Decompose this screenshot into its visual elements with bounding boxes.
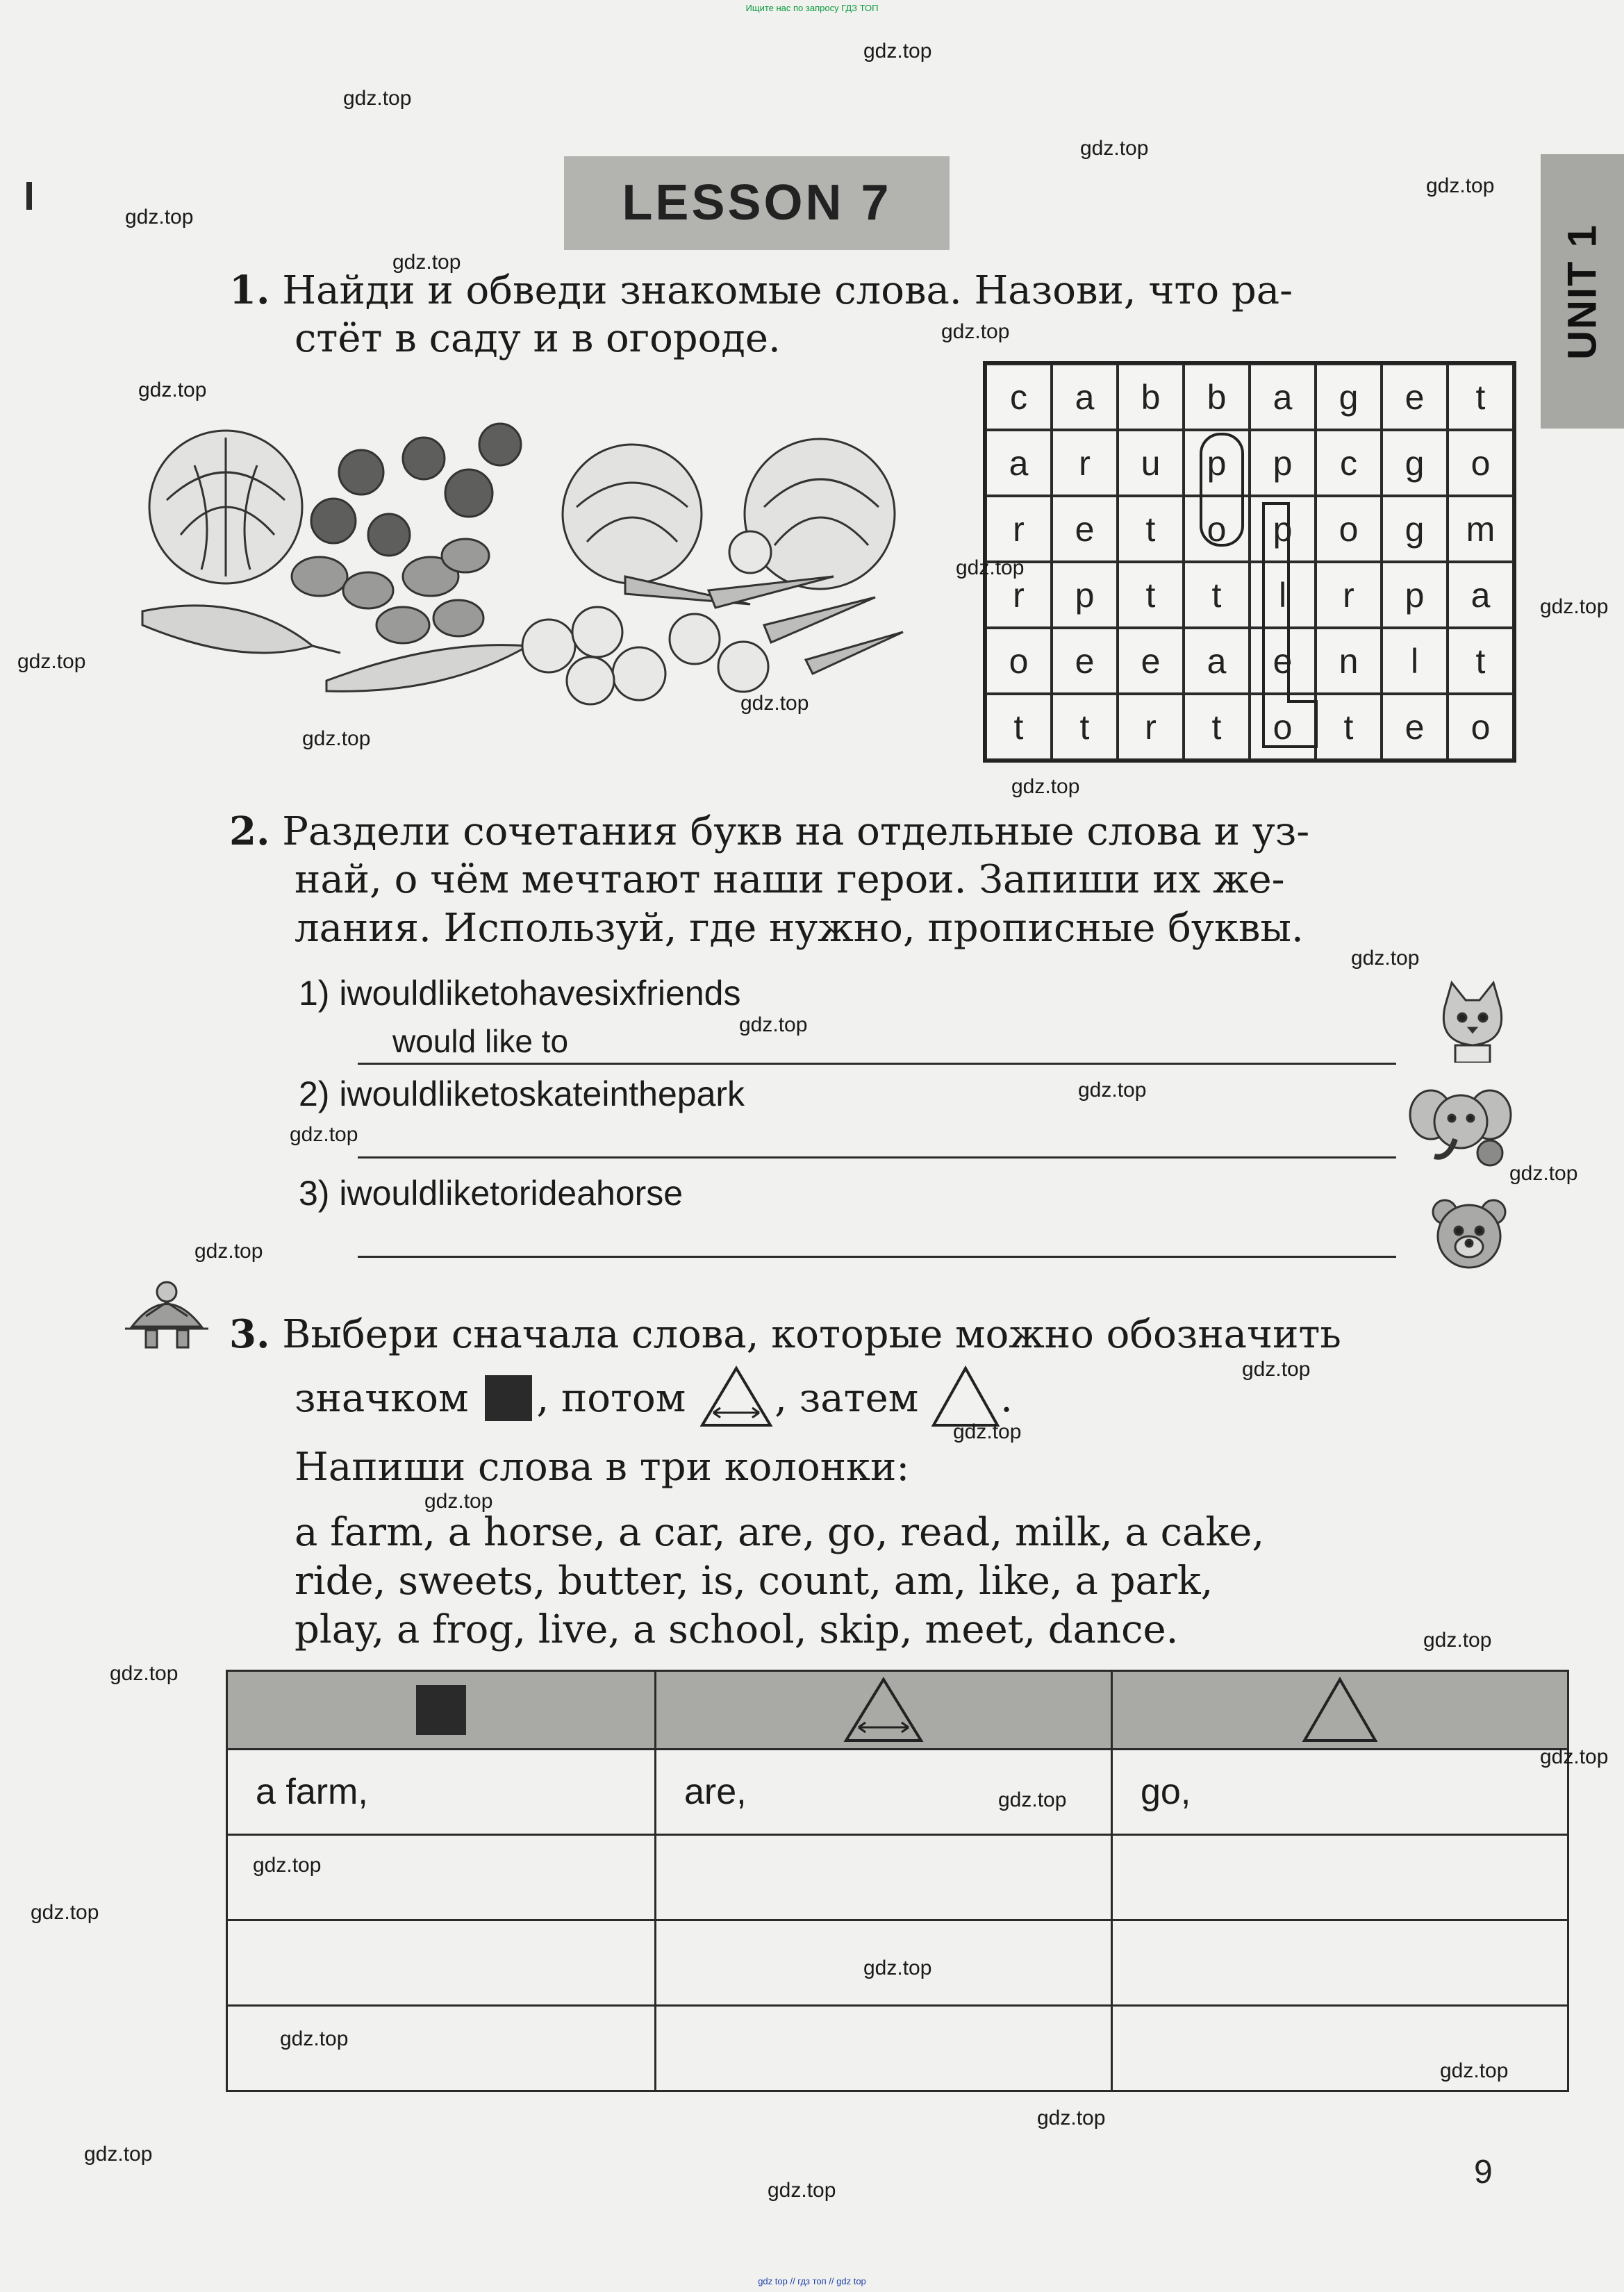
grid-cell[interactable]: o (1448, 694, 1514, 760)
grid-cell[interactable]: o (1316, 496, 1382, 562)
task3-instruction-2b: , потом (536, 1376, 686, 1421)
item-letters: iwouldliketorideahorse (339, 1174, 683, 1213)
grid-cell[interactable]: p (1382, 562, 1448, 628)
watermark-text: gdz.top (863, 40, 932, 63)
watermark-text: gdz.top (290, 1123, 358, 1146)
task1-number: 1. (229, 267, 270, 313)
triangle-icon (1302, 1675, 1378, 1745)
square-icon (413, 1682, 469, 1738)
triangle-arrow-icon (698, 1365, 774, 1428)
grid-cell[interactable]: e (1052, 496, 1118, 562)
watermark-text: gdz.top (125, 206, 194, 229)
grid-cell[interactable]: t (1184, 694, 1250, 760)
watermark-text: gdz.top (194, 1240, 263, 1263)
grid-cell[interactable]: p (1250, 430, 1316, 496)
task3-words-2: ride, sweets, butter, is, count, am, like, a park, (295, 1559, 1213, 1604)
grid-cell[interactable]: t (1118, 562, 1184, 628)
cabbage-icon (149, 431, 302, 583)
item-letters: iwouldliketoskateinthepark (339, 1074, 745, 1113)
answer-line (358, 1063, 1396, 1065)
table-cell[interactable]: go, (1112, 1750, 1568, 1835)
lesson-title: LESSON 7 (622, 175, 892, 231)
grid-cell[interactable]: r (1316, 562, 1382, 628)
grid-cell[interactable]: t (1448, 628, 1514, 694)
task2-instruction-3: лания. Используй, где нужно, прописные буквы. (295, 906, 1304, 951)
grid-cell[interactable]: b (1118, 364, 1184, 430)
item-label: 2) (299, 1074, 330, 1113)
task3-number: 3. (229, 1311, 270, 1357)
square-icon (481, 1372, 536, 1421)
grid-cell[interactable]: r (986, 562, 1052, 628)
bear-character-icon (1427, 1195, 1511, 1278)
watermark-text: gdz.top (1509, 1162, 1578, 1185)
table-header-row (227, 1671, 1568, 1750)
watermark-text: gdz.top (998, 1788, 1067, 1811)
watermark-text: gdz.top (1440, 2059, 1509, 2082)
answer-line (358, 1256, 1396, 1258)
watermark-text: gdz.top (768, 2179, 836, 2202)
column-header-triangle (1112, 1671, 1568, 1750)
grid-cell[interactable]: r (1118, 694, 1184, 760)
table-cell[interactable] (227, 1835, 656, 1920)
task3-instruction-2d: . (1000, 1376, 1013, 1421)
grid-cell[interactable]: c (1316, 430, 1382, 496)
watermark-text: gdz.top (956, 556, 1025, 579)
watermark-text: gdz.top (392, 251, 461, 274)
word-sort-table (226, 1670, 1569, 2092)
grid-cell[interactable]: o (1250, 694, 1316, 760)
watermark-text: gdz.top (1080, 137, 1149, 160)
watermark-text: gdz.top (1011, 775, 1080, 798)
watermark-text: gdz.top (1037, 2107, 1106, 2129)
task1-line1 (229, 266, 1293, 315)
circled-words-overlay (983, 361, 1518, 771)
task3-instruction-1: Выбери сначала слова, которые можно обозначить (282, 1312, 1341, 1357)
task3-line2 (295, 1365, 1013, 1428)
watermark-text: gdz.top (1351, 947, 1420, 970)
table-row (227, 1835, 1568, 1920)
watermark-text: gdz.top (1078, 1079, 1147, 1102)
grid-cell[interactable]: o (1184, 496, 1250, 562)
answer-line (358, 1156, 1396, 1159)
watermark-text: gdz.top (343, 87, 412, 110)
grid-cell[interactable]: t (1052, 694, 1118, 760)
grid-cell[interactable]: t (1316, 694, 1382, 760)
task3-instruction-2c: , затем (774, 1376, 919, 1421)
grid-cell[interactable]: a (1250, 364, 1316, 430)
bottom-note: gdz top // гдз топ // gdz top (758, 2276, 866, 2286)
task2-item-3 (299, 1172, 683, 1214)
task2-line1 (229, 807, 1309, 856)
watermark-text: gdz.top (253, 1854, 322, 1877)
table-cell[interactable]: are, (656, 1750, 1112, 1835)
circled-word-mark (1201, 434, 1243, 545)
item-label: 3) (299, 1174, 330, 1213)
lesson-banner (564, 156, 950, 250)
watermark-text: gdz.top (17, 650, 86, 673)
watermark-text: gdz.top (84, 2143, 153, 2166)
column-header-triangle-arrow (656, 1671, 1112, 1750)
task2-answer-1[interactable]: would like to (392, 1023, 569, 1059)
grid-cell[interactable]: a (986, 430, 1052, 496)
table-row (227, 1750, 1568, 1835)
grid-cell[interactable]: p (1250, 496, 1316, 562)
grid-cell[interactable]: b (1184, 364, 1250, 430)
grid-cell[interactable]: a (1052, 364, 1118, 430)
task3-words-1: a farm, a horse, a car, are, go, read, milk, a cake, (295, 1510, 1265, 1555)
grid-cell[interactable]: l (1382, 628, 1448, 694)
task1-instruction-1: Найди и обведи знакомые слова. Назови, что ра- (282, 268, 1293, 313)
tomato-icon (311, 424, 521, 556)
grid-cell[interactable]: o (1448, 430, 1514, 496)
page-number: 9 (1474, 2154, 1493, 2191)
grid-cell[interactable]: e (1118, 628, 1184, 694)
watermark-text: gdz.top (739, 1013, 808, 1036)
watermark-text: gdz.top (740, 692, 809, 715)
grid-cell[interactable]: t (1448, 364, 1514, 430)
circled-word-mark (1263, 504, 1316, 747)
grid-cell[interactable]: p (1052, 562, 1118, 628)
watermark-text: gdz.top (110, 1662, 179, 1685)
table-cell[interactable] (227, 1920, 656, 2006)
grid-cell[interactable]: u (1118, 430, 1184, 496)
task3-words-3: play, a frog, live, a school, skip, meet, dance. (295, 1607, 1179, 1652)
watermark-text: gdz.top (1242, 1358, 1311, 1381)
grid-cell[interactable]: e (1052, 628, 1118, 694)
table-cell[interactable] (656, 1835, 1112, 1920)
unit-tab (1541, 154, 1624, 429)
watermark-text: gdz.top (1540, 1745, 1609, 1768)
grid-cell[interactable]: r (986, 496, 1052, 562)
watermark-text: gdz.top (424, 1490, 493, 1513)
triangle-arrow-icon (842, 1675, 925, 1745)
task3-instruction-3: Напиши слова в три колонки: (295, 1445, 910, 1490)
grid-cell[interactable]: a (1448, 562, 1514, 628)
cat-character-icon (1431, 979, 1514, 1063)
grid-cell[interactable]: p (1184, 430, 1250, 496)
task2-instruction-1: Раздели сочетания букв на отдельные слова и уз- (282, 809, 1310, 854)
grid-cell[interactable]: o (986, 628, 1052, 694)
elephant-character-icon (1407, 1083, 1518, 1174)
turtle-icon (118, 1274, 215, 1365)
column-header-square (227, 1671, 656, 1750)
table-cell[interactable] (1112, 1920, 1568, 2006)
table-cell[interactable] (656, 2006, 1112, 2091)
grid-cell[interactable]: l (1250, 562, 1316, 628)
top-note: Ищите нас по запросу ГДЗ ТОП (745, 3, 879, 13)
grid-cell[interactable]: t (1118, 496, 1184, 562)
grid-cell[interactable]: c (986, 364, 1052, 430)
grid-cell[interactable]: r (1052, 430, 1118, 496)
task2-item-1 (299, 972, 740, 1014)
task2-instruction-2: най, о чём мечтают наши герои. Запиши их же- (295, 857, 1285, 902)
cabbage-icon (563, 439, 895, 589)
grid-cell[interactable]: g (1382, 430, 1448, 496)
table-cell[interactable]: a farm, (227, 1750, 656, 1835)
grid-cell[interactable]: e (1382, 694, 1448, 760)
grid-cell[interactable]: m (1448, 496, 1514, 562)
table-cell[interactable] (1112, 1835, 1568, 1920)
grid-cell[interactable]: t (986, 694, 1052, 760)
watermark-text: gdz.top (280, 2027, 349, 2050)
watermark-text: gdz.top (31, 1901, 99, 1924)
watermark-text: gdz.top (1426, 174, 1495, 197)
task2-number: 2. (229, 808, 270, 854)
watermark-text: gdz.top (302, 727, 371, 750)
item-label: 1) (299, 974, 330, 1013)
margin-mark (26, 182, 32, 210)
grid-cell[interactable]: n (1316, 628, 1382, 694)
task1-instruction-2: стёт в саду и в огороде. (295, 316, 781, 361)
watermark-text: gdz.top (1540, 595, 1609, 618)
grid-cell[interactable]: g (1316, 364, 1382, 430)
table-row (227, 2006, 1568, 2091)
grid-cell[interactable]: g (1382, 496, 1448, 562)
watermark-text: gdz.top (863, 1957, 932, 1979)
item-letters: iwouldliketohavesixfriends (339, 974, 741, 1013)
watermark-text: gdz.top (941, 320, 1010, 343)
watermark-text: gdz.top (1423, 1629, 1492, 1652)
vegetables-illustration (139, 417, 924, 708)
triangle-icon (931, 1365, 1000, 1428)
grid-cell[interactable]: e (1250, 628, 1316, 694)
task3-line1 (229, 1310, 1341, 1359)
task2-item-2 (299, 1073, 745, 1115)
grid-cell[interactable]: a (1184, 628, 1250, 694)
watermark-text: gdz.top (953, 1420, 1022, 1443)
task3-instruction-2a: значком (295, 1376, 469, 1421)
grid-cell[interactable]: t (1184, 562, 1250, 628)
unit-tab-label: UNIT 1 (1559, 223, 1605, 360)
watermark-text: gdz.top (138, 379, 207, 401)
grid-cell[interactable]: e (1382, 364, 1448, 430)
